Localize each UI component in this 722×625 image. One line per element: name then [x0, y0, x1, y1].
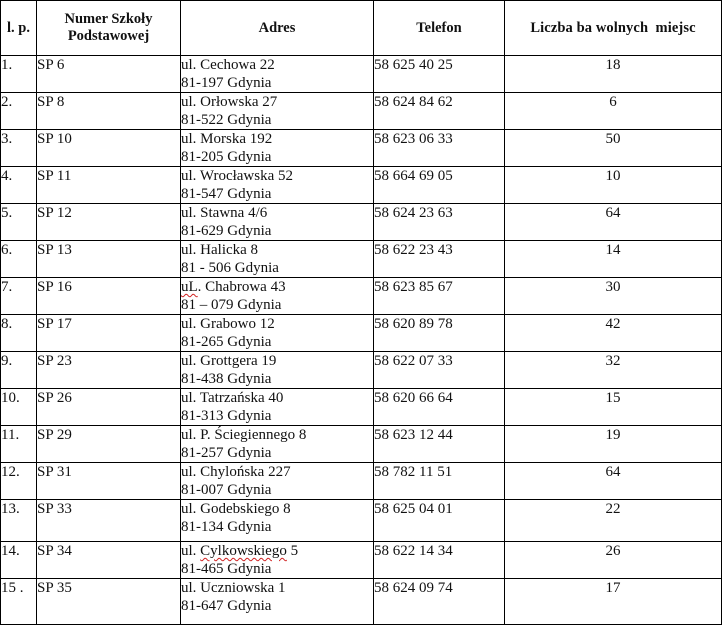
- cell-phone: 58 782 11 51: [374, 463, 505, 500]
- cell-phone: 58 625 04 01: [374, 500, 505, 542]
- address-postal: 81-465 Gdynia: [181, 561, 272, 577]
- cell-school: SP 6: [37, 56, 181, 93]
- cell-phone: 58 624 09 74: [374, 579, 505, 625]
- address-street: ul. Stawna 4/6: [181, 205, 268, 221]
- table-row: [1, 500, 722, 542]
- address-street: ul. Chylońska 227: [181, 464, 291, 480]
- cell-school: SP 34: [37, 542, 181, 579]
- cell-free-places: 18: [505, 56, 722, 93]
- cell-free-places: 17: [505, 579, 722, 625]
- cell-school: SP 10: [37, 130, 181, 167]
- cell-lp: 13.: [1, 500, 37, 542]
- cell-free-places: 30: [505, 278, 722, 315]
- cell-address: [181, 315, 374, 352]
- cell-address: [181, 426, 374, 463]
- address-street: [181, 278, 373, 296]
- cell-free-places: 42: [505, 315, 722, 352]
- cell-free-places: 22: [505, 500, 722, 542]
- cell-lp: 8.: [1, 315, 37, 352]
- table-row: [1, 56, 722, 93]
- header-row: [1, 1, 722, 56]
- cell-school: SP 35: [37, 579, 181, 625]
- cell-school: SP 8: [37, 93, 181, 130]
- table-row: [1, 426, 722, 463]
- table-row: [1, 204, 722, 241]
- cell-school: SP 11: [37, 167, 181, 204]
- address-postal: 81-629 Gdynia: [181, 223, 272, 239]
- cell-lp: 7.: [1, 278, 37, 315]
- header-address: Adres: [181, 1, 374, 56]
- cell-address: [181, 241, 374, 278]
- cell-free-places: 26: [505, 542, 722, 579]
- cell-lp: 12.: [1, 463, 37, 500]
- cell-phone: 58 623 06 33: [374, 130, 505, 167]
- cell-free-places: 6: [505, 93, 722, 130]
- cell-free-places: 10: [505, 167, 722, 204]
- header-school-number-line1: Numer Szkoły: [64, 11, 153, 27]
- table-row: [1, 389, 722, 426]
- address-street: ul. Cechowa 22: [181, 57, 275, 73]
- address-street: ul. Godebskiego 8: [181, 501, 291, 517]
- address-postal: 81-438 Gdynia: [181, 371, 272, 387]
- cell-free-places: 64: [505, 204, 722, 241]
- address-street-prefix: ul.: [181, 543, 201, 559]
- cell-school: SP 26: [37, 389, 181, 426]
- cell-school: SP 17: [37, 315, 181, 352]
- cell-address: [181, 463, 374, 500]
- table-row: [1, 93, 722, 130]
- address-street: ul. P. Ściegiennego 8: [181, 427, 307, 443]
- table-row: [1, 130, 722, 167]
- cell-lp: 1.: [1, 56, 37, 93]
- table-row: [1, 241, 722, 278]
- address-postal: 81-134 Gdynia: [181, 519, 272, 535]
- address-street: ul. Orłowska 27: [181, 94, 278, 110]
- cell-address: [181, 56, 374, 93]
- address-postal: 81 - 506 Gdynia: [181, 260, 279, 276]
- address-postal: 81-265 Gdynia: [181, 334, 272, 350]
- address-street: ul. Halicka 8: [181, 242, 259, 258]
- address-street: ul. Wrocławska 52: [181, 168, 294, 184]
- address-postal: 81-522 Gdynia: [181, 112, 272, 128]
- cell-phone: 58 624 84 62: [374, 93, 505, 130]
- cell-school: SP 13: [37, 241, 181, 278]
- address-postal: 81-647 Gdynia: [181, 598, 272, 614]
- table-row: [1, 579, 722, 625]
- address-postal: 81-313 Gdynia: [181, 408, 272, 424]
- header-phone: Telefon: [374, 1, 505, 56]
- cell-free-places: 15: [505, 389, 722, 426]
- header-free-places: Liczba ba wolnych miejsc: [505, 1, 722, 56]
- table-row: [1, 352, 722, 389]
- address-street: ul. Grottgera 19: [181, 353, 277, 369]
- address-street-rest: 5: [286, 543, 299, 559]
- cell-school: SP 12: [37, 204, 181, 241]
- cell-address: [181, 542, 374, 579]
- address-street: ul. Grabowo 12: [181, 316, 275, 332]
- table-row: [1, 167, 722, 204]
- cell-free-places: 14: [505, 241, 722, 278]
- cell-free-places: 32: [505, 352, 722, 389]
- cell-address: [181, 130, 374, 167]
- cell-address: [181, 500, 374, 542]
- cell-phone: 58 664 69 05: [374, 167, 505, 204]
- cell-address: [181, 93, 374, 130]
- cell-phone: 58 623 85 67: [374, 278, 505, 315]
- cell-phone: 58 624 23 63: [374, 204, 505, 241]
- cell-phone: 58 623 12 44: [374, 426, 505, 463]
- header-school-number-line2: Podstawowej: [67, 28, 150, 44]
- address-postal: 81-547 Gdynia: [181, 186, 272, 202]
- cell-lp: 11.: [1, 426, 37, 463]
- address-street: ul. Uczniowska 1: [181, 580, 286, 596]
- cell-lp: 10.: [1, 389, 37, 426]
- cell-school: SP 16: [37, 278, 181, 315]
- cell-school: SP 31: [37, 463, 181, 500]
- cell-school: SP 29: [37, 426, 181, 463]
- address-postal: 81 – 079 Gdynia: [181, 297, 282, 313]
- cell-lp: 6.: [1, 241, 37, 278]
- cell-lp: 5.: [1, 204, 37, 241]
- cell-lp: 4.: [1, 167, 37, 204]
- cell-free-places: 64: [505, 463, 722, 500]
- cell-school: SP 23: [37, 352, 181, 389]
- cell-lp: 9.: [1, 352, 37, 389]
- cell-address: [181, 204, 374, 241]
- cell-phone: 58 620 66 64: [374, 389, 505, 426]
- cell-address: [181, 352, 374, 389]
- address-postal: 81-007 Gdynia: [181, 482, 272, 498]
- cell-lp: 3.: [1, 130, 37, 167]
- spellcheck-underlined-text: Cylkowskiego: [200, 543, 287, 559]
- address-street: [181, 542, 373, 560]
- cell-free-places: 19: [505, 426, 722, 463]
- address-street-rest: . Chabrowa 43: [197, 279, 286, 295]
- address-postal: 81-257 Gdynia: [181, 445, 272, 461]
- cell-phone: 58 622 14 34: [374, 542, 505, 579]
- table-row: [1, 542, 722, 579]
- table-row: [1, 315, 722, 352]
- cell-lp: 15 .: [1, 579, 37, 625]
- table-row: [1, 278, 722, 315]
- cell-phone: 58 622 23 43: [374, 241, 505, 278]
- cell-free-places: 50: [505, 130, 722, 167]
- cell-address: [181, 167, 374, 204]
- header-lp: l. p.: [1, 1, 37, 56]
- cell-phone: 58 625 40 25: [374, 56, 505, 93]
- cell-lp: 14.: [1, 542, 37, 579]
- cell-address: [181, 389, 374, 426]
- cell-phone: 58 622 07 33: [374, 352, 505, 389]
- table-row: [1, 463, 722, 500]
- cell-lp: 2.: [1, 93, 37, 130]
- address-street: ul. Morska 192: [181, 131, 273, 147]
- address-postal: 81-197 Gdynia: [181, 75, 272, 91]
- cell-school: SP 33: [37, 500, 181, 542]
- cell-address: [181, 579, 374, 625]
- spellcheck-underlined-text: uL: [181, 279, 198, 295]
- cell-address: [181, 278, 374, 315]
- cell-phone: 58 620 89 78: [374, 315, 505, 352]
- address-street: ul. Tatrzańska 40: [181, 390, 284, 406]
- address-postal: 81-205 Gdynia: [181, 149, 272, 165]
- header-school-number: [37, 1, 181, 56]
